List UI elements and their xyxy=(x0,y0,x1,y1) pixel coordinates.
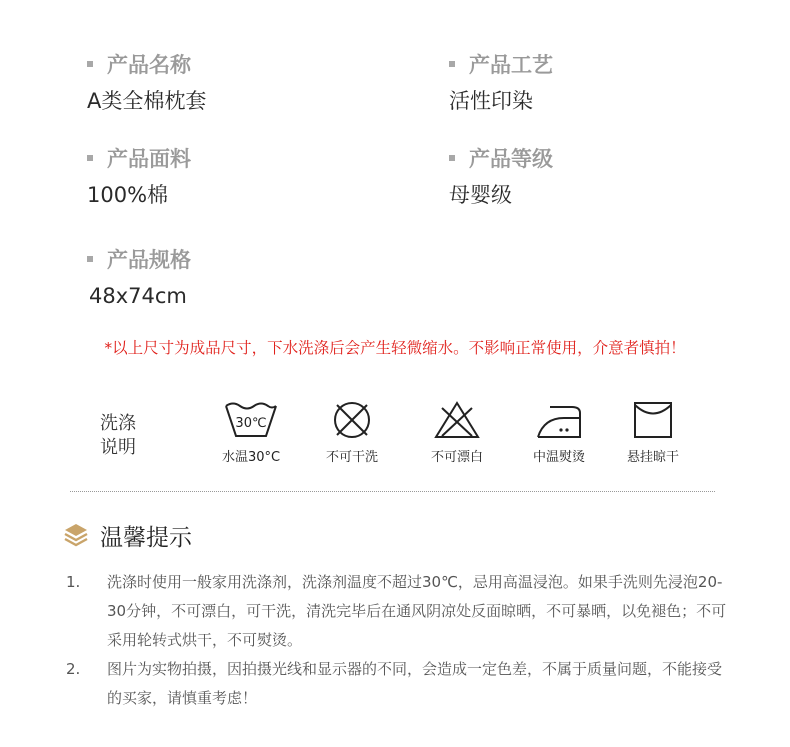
spec-label: 产品等级 xyxy=(469,147,553,171)
wash-item-line-dry xyxy=(608,400,698,465)
dotted-divider xyxy=(70,491,715,492)
tips-list xyxy=(62,568,732,713)
wash-item-no-bleach xyxy=(412,400,502,465)
tips-header xyxy=(64,522,192,552)
spec-product-craft xyxy=(449,50,553,116)
spec-label: 产品名称 xyxy=(107,53,191,77)
wash-label: 不可干洗 xyxy=(325,450,378,465)
spec-product-name xyxy=(87,50,206,116)
spec-value: 活性印染 xyxy=(449,89,533,113)
spec-label: 产品面料 xyxy=(107,147,191,171)
iron-medium-icon xyxy=(534,400,584,440)
bullet-icon xyxy=(87,256,93,262)
bullet-icon xyxy=(87,155,93,161)
wash-label: 不可漂白 xyxy=(430,450,483,465)
spec-value: 48x74cm xyxy=(89,284,187,308)
wash-item-iron xyxy=(514,400,604,465)
wash-item-no-dry xyxy=(307,400,397,465)
wash-label: 悬挂晾干 xyxy=(626,450,679,465)
spec-product-size xyxy=(87,245,191,311)
wash-label: 中温熨烫 xyxy=(532,450,585,465)
spec-label: 产品工艺 xyxy=(469,53,553,77)
do-not-bleach-icon xyxy=(433,400,481,440)
wash-30-icon xyxy=(222,400,280,440)
size-notice: *以上尺寸为成品尺寸，下水洗涤后会产生轻微缩水。不影响正常使用，介意者慎拍！ xyxy=(104,339,686,357)
wash-label: 水温30°C xyxy=(221,450,281,465)
tip-text: 洗涤时使用一般家用洗涤剂，洗涤剂温度不超过30℃，忌用高温浸泡。如果手洗则先浸泡20-30分钟，不可漂白，可干洗，清洗完毕后在通风阴凉处反面晾晒，不可暴晒，以免褪色；不可采用轮转式烘干，不可熨烫。 xyxy=(107,573,727,649)
spec-product-grade xyxy=(449,144,553,210)
tip-number: 2. xyxy=(66,660,81,678)
layers-icon xyxy=(64,522,88,548)
washing-title: 洗涤说明 xyxy=(100,413,136,458)
do-not-tumble-dry-icon xyxy=(331,400,373,440)
spec-value: 母婴级 xyxy=(449,183,512,207)
spec-product-fabric xyxy=(87,144,191,210)
bullet-icon xyxy=(449,61,455,67)
wash-temp-text: 30℃ xyxy=(235,416,267,431)
spec-label: 产品规格 xyxy=(107,248,191,272)
bullet-icon xyxy=(87,61,93,67)
wash-item-30 xyxy=(206,400,296,465)
line-dry-icon xyxy=(632,400,674,440)
spec-value: 100%棉 xyxy=(87,183,169,207)
list-item xyxy=(62,655,732,713)
list-item xyxy=(62,568,732,655)
tips-title: 温馨提示 xyxy=(100,525,192,551)
spec-value: A类全棉枕套 xyxy=(87,89,207,113)
bullet-icon xyxy=(449,155,455,161)
tip-number: 1. xyxy=(66,573,81,591)
tip-text: 图片为实物拍摄，因拍摄光线和显示器的不同，会造成一定色差，不属于质量问题，不能接受的买家，请慎重考虑！ xyxy=(107,660,723,707)
